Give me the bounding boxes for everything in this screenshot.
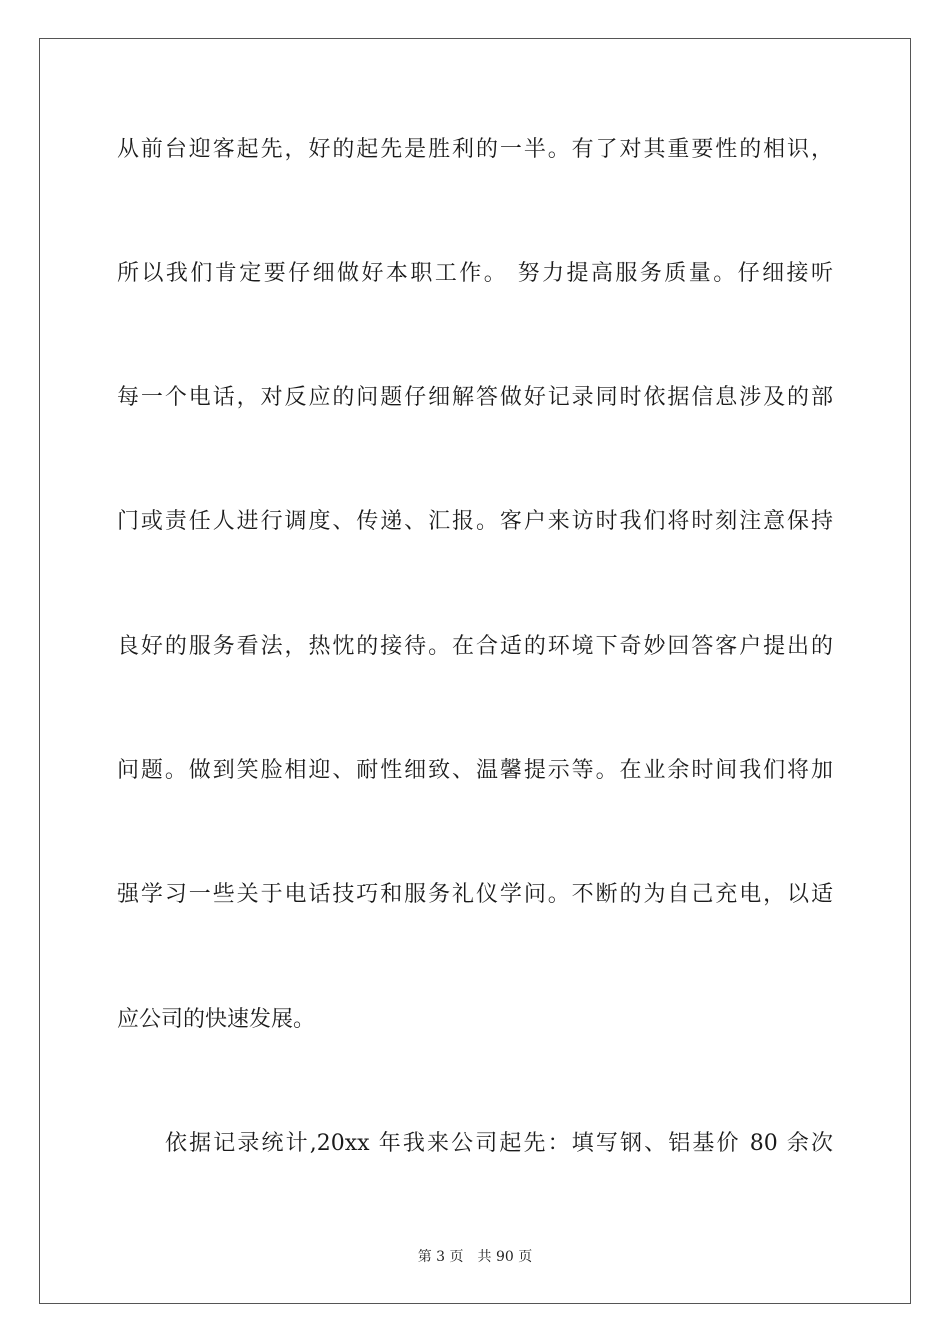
- page-total: 共 90 页: [477, 1249, 533, 1265]
- paragraph-line-1: 从前台迎客起先，好的起先是胜利的一半。有了对其重要性的相识，: [117, 137, 833, 162]
- paragraph-line-5: 良好的服务看法，热忱的接待。在合适的环境下奇妙回答客户提出的: [117, 634, 833, 659]
- paragraph-line-8: 应公司的快速发展。: [117, 1007, 316, 1032]
- paragraph-line-7: 强学习一些关于电话技巧和服务礼仪学问。不断的为自己充电，以适: [117, 882, 833, 907]
- paragraph-line-4: 门或责任人进行调度、传递、汇报。客户来访时我们将时刻注意保持: [117, 509, 833, 534]
- paragraph-line-9: 依据记录统计,20xx 年我来公司起先：填写钢、铝基价 80 余次: [165, 1131, 833, 1156]
- page-number: 第 3 页: [417, 1249, 464, 1265]
- paragraph-line-3: 每一个电话，对反应的问题仔细解答做好记录同时依据信息涉及的部: [117, 385, 833, 410]
- page-border: [39, 38, 911, 1304]
- paragraph-line-6: 问题。做到笑脸相迎、耐性细致、温馨提示等。在业余时间我们将加: [117, 758, 833, 783]
- paragraph-line-2: 所以我们肯定要仔细做好本职工作。 努力提高服务质量。仔细接听: [117, 261, 833, 286]
- page-footer: [0, 1247, 950, 1267]
